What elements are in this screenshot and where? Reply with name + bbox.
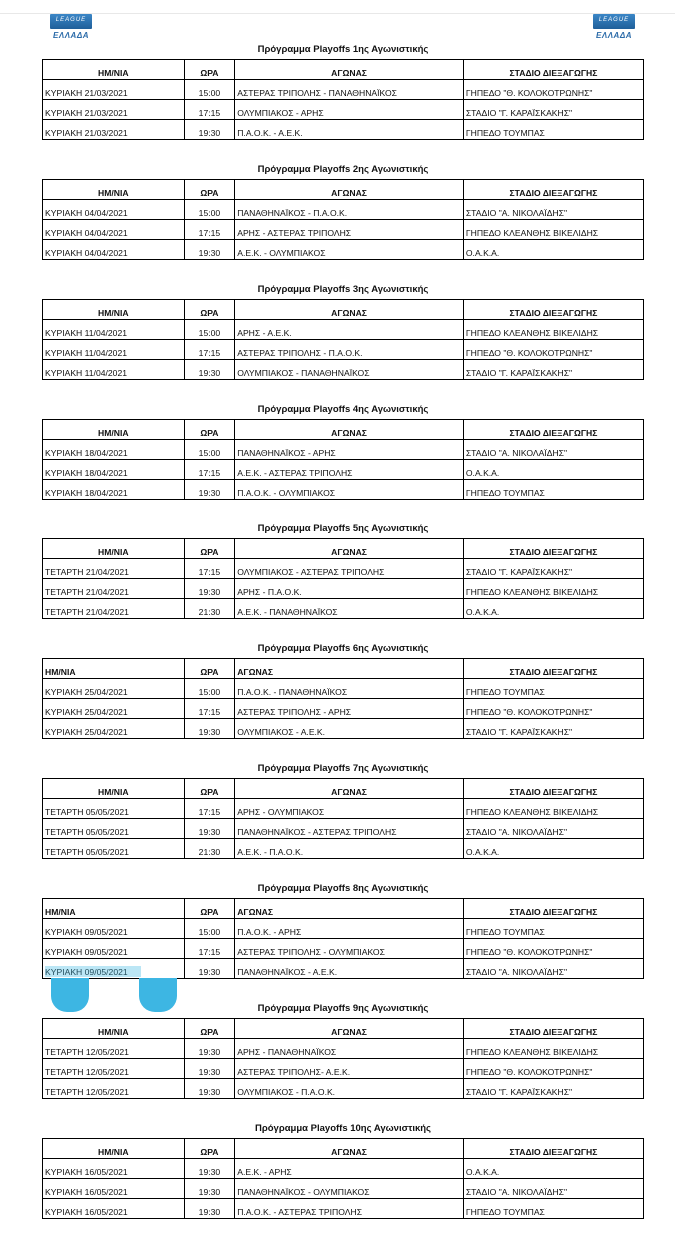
- logo-text: LEAGUE: [598, 17, 630, 23]
- table-row: [43, 320, 644, 340]
- header-date: ΗΜ/ΝΙΑ: [43, 1139, 185, 1159]
- table-header-row: [43, 180, 644, 200]
- cell-time: 17:15: [184, 939, 235, 959]
- round-title: Πρόγραμμα Playoffs 6ης Αγωνιστικής: [257, 643, 429, 654]
- cell-date: ΚΥΡΙΑΚΗ 09/05/2021: [43, 919, 185, 939]
- cell-match: ΟΛΥΜΠΙΑΚΟΣ - ΑΡΗΣ: [235, 100, 464, 120]
- cell-stadium: ΣΤΑΔΙΟ "Α. ΝΙΚΟΛΑΪΔΗΣ": [463, 440, 643, 460]
- cell-stadium: ΣΤΑΔΙΟ "Γ. ΚΑΡΑΪΣΚΑΚΗΣ": [463, 100, 643, 120]
- cell-match: ΑΡΗΣ - ΑΣΤΕΡΑΣ ΤΡΙΠΟΛΗΣ: [235, 220, 464, 240]
- round-title: Πρόγραμμα Playoffs 8ης Αγωνιστικής: [257, 883, 429, 894]
- table-row: [43, 200, 644, 220]
- table-row: [43, 599, 644, 619]
- schedule-table: [42, 1018, 644, 1099]
- header-time: ΩΡΑ: [184, 659, 235, 679]
- table-row: [43, 1199, 644, 1219]
- cell-time: 19:30: [184, 1179, 235, 1199]
- header-match: ΑΓΩΝΑΣ: [235, 539, 464, 559]
- cell-match: ΟΛΥΜΠΙΑΚΟΣ - ΠΑΝΑΘΗΝΑΪΚΟΣ: [235, 360, 464, 380]
- table-row: [43, 240, 644, 260]
- cell-time: 15:00: [184, 440, 235, 460]
- logo-caption: ΕΛΛΑΔΑ: [596, 31, 632, 40]
- cell-stadium: ΓΗΠΕΔΟ "Θ. ΚΟΛΟΚΟΤΡΩΝΗΣ": [463, 939, 643, 959]
- cell-date: ΤΕΤΑΡΤΗ 12/05/2021: [43, 1059, 185, 1079]
- cell-date: ΚΥΡΙΑΚΗ 11/04/2021: [43, 360, 185, 380]
- cell-stadium: ΓΗΠΕΔΟ "Θ. ΚΟΛΟΚΟΤΡΩΝΗΣ": [463, 1059, 643, 1079]
- cell-stadium: Ο.Α.Κ.Α.: [463, 1159, 643, 1179]
- header-time: ΩΡΑ: [184, 539, 235, 559]
- cell-date: ΚΥΡΙΑΚΗ 04/04/2021: [43, 200, 185, 220]
- cell-stadium: ΓΗΠΕΔΟ ΚΛΕΑΝΘΗΣ ΒΙΚΕΛΙΔΗΣ: [463, 1039, 643, 1059]
- header-match: ΑΓΩΝΑΣ: [235, 60, 464, 80]
- table-row: [43, 819, 644, 839]
- cell-match: Π.Α.Ο.Κ. - Α.Ε.Κ.: [235, 120, 464, 140]
- table-row: [43, 1179, 644, 1199]
- cell-time: 17:15: [184, 100, 235, 120]
- header-match: ΑΓΩΝΑΣ: [235, 1139, 464, 1159]
- table-row: [43, 220, 644, 240]
- cell-match: ΟΛΥΜΠΙΑΚΟΣ - Π.Α.Ο.Κ.: [235, 1079, 464, 1099]
- header-match: ΑΓΩΝΑΣ: [235, 659, 464, 679]
- cell-stadium: ΓΗΠΕΔΟ ΤΟΥΜΠΑΣ: [463, 919, 643, 939]
- cell-stadium: ΓΗΠΕΔΟ ΚΛΕΑΝΘΗΣ ΒΙΚΕΛΙΔΗΣ: [463, 579, 643, 599]
- cell-date: ΤΕΤΑΡΤΗ 05/05/2021: [43, 839, 185, 859]
- cell-time: 17:15: [184, 559, 235, 579]
- cell-stadium: ΣΤΑΔΙΟ "Α. ΝΙΚΟΛΑΪΔΗΣ": [463, 1179, 643, 1199]
- cell-match: ΠΑΝΑΘΗΝΑΪΚΟΣ - ΟΛΥΜΠΙΑΚΟΣ: [235, 1179, 464, 1199]
- cell-time: 19:30: [184, 719, 235, 739]
- cell-time: 19:30: [184, 360, 235, 380]
- cell-match: ΟΛΥΜΠΙΑΚΟΣ - ΑΣΤΕΡΑΣ ΤΡΙΠΟΛΗΣ: [235, 559, 464, 579]
- cell-date: ΚΥΡΙΑΚΗ 09/05/2021: [43, 939, 185, 959]
- table-row: [43, 80, 644, 100]
- header-time: ΩΡΑ: [184, 1019, 235, 1039]
- header-match: ΑΓΩΝΑΣ: [235, 1019, 464, 1039]
- round-title: Πρόγραμμα Playoffs 5ης Αγωνιστικής: [257, 523, 429, 534]
- cell-date: ΤΕΤΑΡΤΗ 21/04/2021: [43, 599, 185, 619]
- cell-match: ΠΑΝΑΘΗΝΑΪΚΟΣ - ΑΡΗΣ: [235, 440, 464, 460]
- header-date: ΗΜ/ΝΙΑ: [43, 180, 185, 200]
- cell-date: ΤΕΤΑΡΤΗ 21/04/2021: [43, 559, 185, 579]
- league-logo-badge: [50, 14, 92, 29]
- cell-date: ΚΥΡΙΑΚΗ 16/05/2021: [43, 1199, 185, 1219]
- header-time: ΩΡΑ: [184, 420, 235, 440]
- cell-date: ΤΕΤΑΡΤΗ 12/05/2021: [43, 1039, 185, 1059]
- cell-match: ΟΛΥΜΠΙΑΚΟΣ - Α.Ε.Κ.: [235, 719, 464, 739]
- logo-text: LEAGUE: [55, 17, 87, 23]
- cell-date: ΤΕΤΑΡΤΗ 05/05/2021: [43, 799, 185, 819]
- cell-date: ΚΥΡΙΑΚΗ 11/04/2021: [43, 320, 185, 340]
- table-row: [43, 719, 644, 739]
- cell-stadium: ΣΤΑΔΙΟ "Γ. ΚΑΡΑΪΣΚΑΚΗΣ": [463, 559, 643, 579]
- schedule-table: [42, 299, 644, 380]
- cell-stadium: ΓΗΠΕΔΟ ΤΟΥΜΠΑΣ: [463, 1199, 643, 1219]
- table-header-row: [43, 539, 644, 559]
- header-date: ΗΜ/ΝΙΑ: [43, 1019, 185, 1039]
- cell-match: Α.Ε.Κ. - ΑΡΗΣ: [235, 1159, 464, 1179]
- schedule-table: [42, 778, 644, 859]
- cell-match: ΠΑΝΑΘΗΝΑΪΚΟΣ - Α.Ε.Κ.: [235, 959, 464, 979]
- cell-stadium: ΣΤΑΔΙΟ "Α. ΝΙΚΟΛΑΪΔΗΣ": [463, 819, 643, 839]
- round-title: Πρόγραμμα Playoffs 7ης Αγωνιστικής: [257, 763, 429, 774]
- cell-date: ΤΕΤΑΡΤΗ 21/04/2021: [43, 579, 185, 599]
- selection-highlight: [45, 966, 141, 977]
- table-row: [43, 579, 644, 599]
- table-row: [43, 559, 644, 579]
- cell-time: 19:30: [184, 1059, 235, 1079]
- header-stadium: ΣΤΑΔΙΟ ΔΙΕΞΑΓΩΓΗΣ: [463, 180, 643, 200]
- table-row: [43, 1039, 644, 1059]
- selection-handle-right[interactable]: [139, 978, 177, 1012]
- round-title: Πρόγραμμα Playoffs 3ης Αγωνιστικής: [257, 284, 429, 295]
- table-row: [43, 699, 644, 719]
- table-row: [43, 1059, 644, 1079]
- top-divider: [0, 13, 675, 14]
- header-stadium: ΣΤΑΔΙΟ ΔΙΕΞΑΓΩΓΗΣ: [463, 1139, 643, 1159]
- table-row: [43, 939, 644, 959]
- table-row: [43, 1079, 644, 1099]
- cell-time: 15:00: [184, 919, 235, 939]
- round-title: Πρόγραμμα Playoffs 10ης Αγωνιστικής: [255, 1123, 431, 1134]
- table-row: [43, 839, 644, 859]
- header-match: ΑΓΩΝΑΣ: [235, 300, 464, 320]
- cell-time: 15:00: [184, 80, 235, 100]
- schedule-table: [42, 179, 644, 260]
- cell-date: ΤΕΤΑΡΤΗ 12/05/2021: [43, 1079, 185, 1099]
- table-header-row: [43, 779, 644, 799]
- cell-time: 19:30: [184, 480, 235, 500]
- cell-stadium: ΣΤΑΔΙΟ "Α. ΝΙΚΟΛΑΪΔΗΣ": [463, 200, 643, 220]
- round-title: Πρόγραμμα Playoffs 9ης Αγωνιστικής: [257, 1003, 429, 1014]
- cell-time: 19:30: [184, 1199, 235, 1219]
- header-stadium: ΣΤΑΔΙΟ ΔΙΕΞΑΓΩΓΗΣ: [463, 420, 643, 440]
- cell-time: 17:15: [184, 220, 235, 240]
- cell-time: 19:30: [184, 579, 235, 599]
- cell-stadium: ΓΗΠΕΔΟ "Θ. ΚΟΛΟΚΟΤΡΩΝΗΣ": [463, 699, 643, 719]
- header-date: ΗΜ/ΝΙΑ: [43, 899, 185, 919]
- cell-time: 19:30: [184, 240, 235, 260]
- cell-time: 19:30: [184, 819, 235, 839]
- round-title: Πρόγραμμα Playoffs 2ης Αγωνιστικής: [257, 164, 429, 175]
- header-match: ΑΓΩΝΑΣ: [235, 180, 464, 200]
- header-stadium: ΣΤΑΔΙΟ ΔΙΕΞΑΓΩΓΗΣ: [463, 300, 643, 320]
- cell-time: 17:15: [184, 699, 235, 719]
- cell-match: ΑΣΤΕΡΑΣ ΤΡΙΠΟΛΗΣ - ΟΛΥΜΠΙΑΚΟΣ: [235, 939, 464, 959]
- table-row: [43, 360, 644, 380]
- cell-time: 19:30: [184, 959, 235, 979]
- table-header-row: [43, 300, 644, 320]
- cell-match: Π.Α.Ο.Κ. - ΟΛΥΜΠΙΑΚΟΣ: [235, 480, 464, 500]
- cell-date: ΚΥΡΙΑΚΗ 09/05/2021: [43, 959, 185, 979]
- header-date: ΗΜ/ΝΙΑ: [43, 539, 185, 559]
- schedule-table: [42, 538, 644, 619]
- schedule-table: [42, 1138, 644, 1219]
- cell-time: 19:30: [184, 1079, 235, 1099]
- header-match: ΑΓΩΝΑΣ: [235, 899, 464, 919]
- cell-match: ΑΡΗΣ - Π.Α.Ο.Κ.: [235, 579, 464, 599]
- cell-match: ΠΑΝΑΘΗΝΑΪΚΟΣ - ΑΣΤΕΡΑΣ ΤΡΙΠΟΛΗΣ: [235, 819, 464, 839]
- cell-date: ΚΥΡΙΑΚΗ 25/04/2021: [43, 679, 185, 699]
- cell-stadium: Ο.Α.Κ.Α.: [463, 460, 643, 480]
- table-header-row: [43, 60, 644, 80]
- table-row: [43, 679, 644, 699]
- table-row: [43, 919, 644, 939]
- cell-match: ΑΡΗΣ - ΠΑΝΑΘΗΝΑΪΚΟΣ: [235, 1039, 464, 1059]
- schedule-table: [42, 658, 644, 739]
- header-date: ΗΜ/ΝΙΑ: [43, 60, 185, 80]
- selection-handle-left[interactable]: [51, 978, 89, 1012]
- cell-match: Π.Α.Ο.Κ. - ΑΡΗΣ: [235, 919, 464, 939]
- table-row: [43, 460, 644, 480]
- round-title: Πρόγραμμα Playoffs 4ης Αγωνιστικής: [257, 404, 429, 415]
- schedule-table: [42, 419, 644, 500]
- cell-time: 19:30: [184, 1159, 235, 1179]
- cell-date: ΚΥΡΙΑΚΗ 11/04/2021: [43, 340, 185, 360]
- cell-time: 15:00: [184, 200, 235, 220]
- header-date: ΗΜ/ΝΙΑ: [43, 420, 185, 440]
- cell-time: 17:15: [184, 799, 235, 819]
- cell-stadium: ΓΗΠΕΔΟ ΚΛΕΑΝΘΗΣ ΒΙΚΕΛΙΔΗΣ: [463, 320, 643, 340]
- cell-stadium: Ο.Α.Κ.Α.: [463, 599, 643, 619]
- cell-match: ΑΣΤΕΡΑΣ ΤΡΙΠΟΛΗΣ- Α.Ε.Κ.: [235, 1059, 464, 1079]
- cell-stadium: Ο.Α.Κ.Α.: [463, 240, 643, 260]
- cell-date: ΚΥΡΙΑΚΗ 21/03/2021: [43, 120, 185, 140]
- cell-time: 21:30: [184, 599, 235, 619]
- table-header-row: [43, 659, 644, 679]
- table-row: [43, 799, 644, 819]
- schedule-table: [42, 59, 644, 140]
- cell-match: ΑΣΤΕΡΑΣ ΤΡΙΠΟΛΗΣ - ΠΑΝΑΘΗΝΑΪΚΟΣ: [235, 80, 464, 100]
- cell-time: 19:30: [184, 1039, 235, 1059]
- cell-stadium: ΓΗΠΕΔΟ "Θ. ΚΟΛΟΚΟΤΡΩΝΗΣ": [463, 80, 643, 100]
- header-time: ΩΡΑ: [184, 300, 235, 320]
- cell-match: Π.Α.Ο.Κ. - ΑΣΤΕΡΑΣ ΤΡΙΠΟΛΗΣ: [235, 1199, 464, 1219]
- cell-date: ΚΥΡΙΑΚΗ 21/03/2021: [43, 100, 185, 120]
- table-header-row: [43, 899, 644, 919]
- cell-date: ΚΥΡΙΑΚΗ 18/04/2021: [43, 480, 185, 500]
- cell-stadium: ΣΤΑΔΙΟ "Γ. ΚΑΡΑΪΣΚΑΚΗΣ": [463, 1079, 643, 1099]
- cell-match: ΑΡΗΣ - Α.Ε.Κ.: [235, 320, 464, 340]
- cell-match: Π.Α.Ο.Κ. - ΠΑΝΑΘΗΝΑΪΚΟΣ: [235, 679, 464, 699]
- league-logo-left: [48, 14, 94, 46]
- cell-date: ΤΕΤΑΡΤΗ 05/05/2021: [43, 819, 185, 839]
- header-time: ΩΡΑ: [184, 60, 235, 80]
- table-row: [43, 340, 644, 360]
- cell-stadium: ΣΤΑΔΙΟ "Γ. ΚΑΡΑΪΣΚΑΚΗΣ": [463, 360, 643, 380]
- cell-match: ΠΑΝΑΘΗΝΑΪΚΟΣ - Π.Α.Ο.Κ.: [235, 200, 464, 220]
- cell-date: ΚΥΡΙΑΚΗ 16/05/2021: [43, 1159, 185, 1179]
- table-row: [43, 480, 644, 500]
- table-row: [43, 1159, 644, 1179]
- cell-match: ΑΣΤΕΡΑΣ ΤΡΙΠΟΛΗΣ - Π.Α.Ο.Κ.: [235, 340, 464, 360]
- header-time: ΩΡΑ: [184, 779, 235, 799]
- cell-date: ΚΥΡΙΑΚΗ 18/04/2021: [43, 460, 185, 480]
- cell-time: 17:15: [184, 460, 235, 480]
- cell-stadium: ΓΗΠΕΔΟ ΚΛΕΑΝΘΗΣ ΒΙΚΕΛΙΔΗΣ: [463, 799, 643, 819]
- cell-date: ΚΥΡΙΑΚΗ 25/04/2021: [43, 699, 185, 719]
- cell-date: ΚΥΡΙΑΚΗ 25/04/2021: [43, 719, 185, 739]
- table-header-row: [43, 1019, 644, 1039]
- cell-time: 19:30: [184, 120, 235, 140]
- cell-stadium: ΓΗΠΕΔΟ ΤΟΥΜΠΑΣ: [463, 120, 643, 140]
- cell-match: Α.Ε.Κ. - Π.Α.Ο.Κ.: [235, 839, 464, 859]
- cell-stadium: ΣΤΑΔΙΟ "Γ. ΚΑΡΑΪΣΚΑΚΗΣ": [463, 719, 643, 739]
- cell-match: ΑΣΤΕΡΑΣ ΤΡΙΠΟΛΗΣ - ΑΡΗΣ: [235, 699, 464, 719]
- cell-stadium: ΓΗΠΕΔΟ "Θ. ΚΟΛΟΚΟΤΡΩΝΗΣ": [463, 340, 643, 360]
- league-logo-badge: [593, 14, 635, 29]
- header-time: ΩΡΑ: [184, 180, 235, 200]
- cell-time: 17:15: [184, 340, 235, 360]
- table-row: [43, 120, 644, 140]
- cell-stadium: ΓΗΠΕΔΟ ΤΟΥΜΠΑΣ: [463, 480, 643, 500]
- header-stadium: ΣΤΑΔΙΟ ΔΙΕΞΑΓΩΓΗΣ: [463, 539, 643, 559]
- cell-time: 15:00: [184, 320, 235, 340]
- cell-time: 21:30: [184, 839, 235, 859]
- header-stadium: ΣΤΑΔΙΟ ΔΙΕΞΑΓΩΓΗΣ: [463, 60, 643, 80]
- cell-date: ΚΥΡΙΑΚΗ 04/04/2021: [43, 240, 185, 260]
- table-header-row: [43, 420, 644, 440]
- header-stadium: ΣΤΑΔΙΟ ΔΙΕΞΑΓΩΓΗΣ: [463, 779, 643, 799]
- header-stadium: ΣΤΑΔΙΟ ΔΙΕΞΑΓΩΓΗΣ: [463, 659, 643, 679]
- cell-time: 15:00: [184, 679, 235, 699]
- cell-stadium: ΣΤΑΔΙΟ "Α. ΝΙΚΟΛΑΪΔΗΣ": [463, 959, 643, 979]
- cell-date: ΚΥΡΙΑΚΗ 21/03/2021: [43, 80, 185, 100]
- round-title: Πρόγραμμα Playoffs 1ης Αγωνιστικής: [257, 44, 429, 55]
- header-time: ΩΡΑ: [184, 1139, 235, 1159]
- league-logo-right: [591, 14, 637, 46]
- header-date: ΗΜ/ΝΙΑ: [43, 300, 185, 320]
- header-match: ΑΓΩΝΑΣ: [235, 779, 464, 799]
- logo-caption: ΕΛΛΑΔΑ: [53, 31, 89, 40]
- cell-date: ΚΥΡΙΑΚΗ 16/05/2021: [43, 1179, 185, 1199]
- cell-match: ΑΡΗΣ - ΟΛΥΜΠΙΑΚΟΣ: [235, 799, 464, 819]
- cell-match: Α.Ε.Κ. - ΠΑΝΑΘΗΝΑΪΚΟΣ: [235, 599, 464, 619]
- cell-match: Α.Ε.Κ. - ΟΛΥΜΠΙΑΚΟΣ: [235, 240, 464, 260]
- header-time: ΩΡΑ: [184, 899, 235, 919]
- header-stadium: ΣΤΑΔΙΟ ΔΙΕΞΑΓΩΓΗΣ: [463, 899, 643, 919]
- header-stadium: ΣΤΑΔΙΟ ΔΙΕΞΑΓΩΓΗΣ: [463, 1019, 643, 1039]
- header-match: ΑΓΩΝΑΣ: [235, 420, 464, 440]
- table-row: [43, 440, 644, 460]
- header-date: ΗΜ/ΝΙΑ: [43, 779, 185, 799]
- cell-stadium: ΓΗΠΕΔΟ ΚΛΕΑΝΘΗΣ ΒΙΚΕΛΙΔΗΣ: [463, 220, 643, 240]
- cell-match: Α.Ε.Κ. - ΑΣΤΕΡΑΣ ΤΡΙΠΟΛΗΣ: [235, 460, 464, 480]
- table-row: [43, 100, 644, 120]
- cell-date: ΚΥΡΙΑΚΗ 18/04/2021: [43, 440, 185, 460]
- cell-stadium: Ο.Α.Κ.Α.: [463, 839, 643, 859]
- table-header-row: [43, 1139, 644, 1159]
- cell-date: ΚΥΡΙΑΚΗ 04/04/2021: [43, 220, 185, 240]
- cell-stadium: ΓΗΠΕΔΟ ΤΟΥΜΠΑΣ: [463, 679, 643, 699]
- header-date: ΗΜ/ΝΙΑ: [43, 659, 185, 679]
